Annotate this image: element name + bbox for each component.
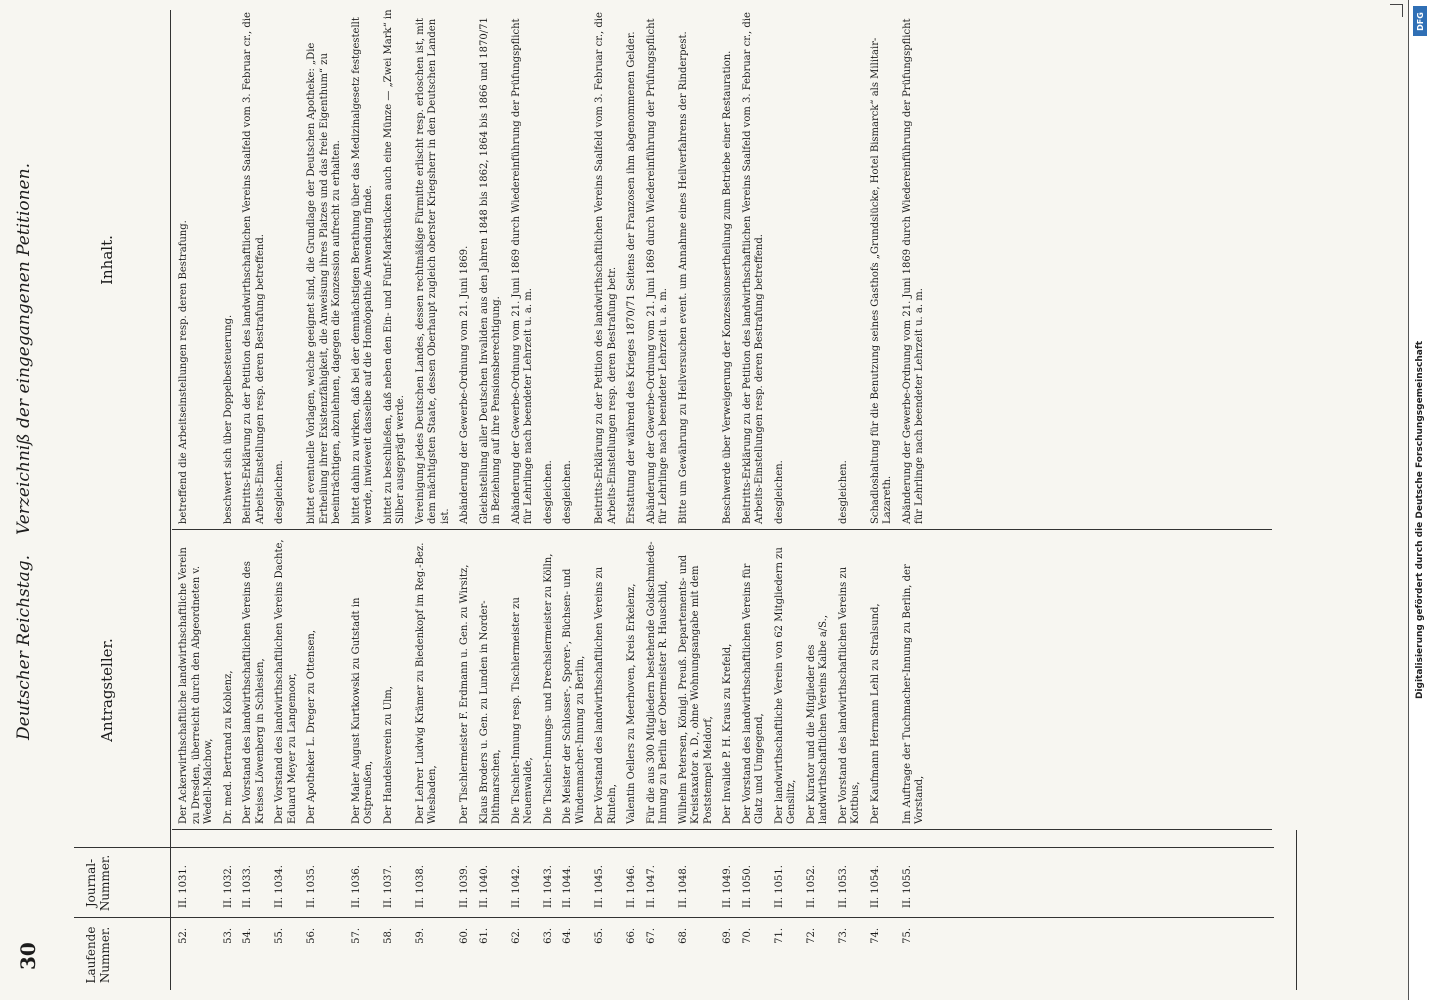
antragsteller-cell: Der Vorstand des landwirthschaftlichen Vereins für Glatz und Umgegend,	[741, 563, 765, 824]
inhalt-cell: desgleichen.	[837, 460, 849, 524]
inhalt-cell: Beitritts-Erklärung zu der Petition des landwirthschaftlichen Vereins Saalfeld vom 3. Februar cr., die Arbeits-Einstellungen resp. deren Bestrafung betreffend.	[242, 12, 266, 524]
antragsteller-cell: Der Lehrer Ludwig Krämer zu Biedenkopf im Reg.-Bez. Wiesbaden,	[414, 542, 438, 824]
inhalt-cell: bittet eventuelle Vorlagen, welche geeignet sind, die Grundlage der Deutschen Apotheke: „Die Ertheilung ihrer Existenzfähigkeit, die Anweisung ihres Platzes und das freie Eigenthum“ zu beeinträchtigen, abzulehnen, dagegen die Konzession aufrecht zu erhalten.	[306, 42, 342, 524]
antragsteller-cell: Der Handelsverein zu Ulm,	[382, 686, 394, 824]
journal-nummer-cell: II. 1044.	[562, 865, 573, 908]
inhalt-cell: bittet zu beschließen, daß neben den Ein- und Fünf-Markstücken auch eine Münze — „Zwei Mark“ in Silber ausgeprägt werde.	[382, 9, 406, 524]
antragsteller-cell: Der Maler August Kurtkowski zu Gutstadt in Ostpreußen,	[350, 597, 374, 824]
antragsteller-cell: Die Tischler-Innung resp. Tischlermeister zu Neuenwalde,	[510, 597, 534, 824]
laufende-nummer-cell: 57.	[350, 928, 362, 944]
header-rule	[170, 10, 171, 990]
inhalt-cell: desgleichen.	[542, 460, 554, 524]
dfg-funding-note: Digitalisierung gefördert durch die Deutsche Forschungsgemeinschaft	[1415, 340, 1425, 700]
column-header-journal: Journal-Nummer.	[84, 854, 112, 912]
journal-nummer-cell: II. 1042.	[510, 865, 522, 908]
laufende-nummer-cell: 53.	[222, 928, 234, 944]
laufende-nummer-cell: 72.	[805, 928, 817, 944]
inhalt-cell: Beitritts-Erklärung zu der Petition des landwirthschaftlichen Vereins Saalfeld vom 3. Februar cr., die Arbeits-Einstellungen resp. deren Bestrafung betr.	[594, 12, 618, 524]
laufende-nummer-cell: 64.	[562, 928, 573, 944]
laufende-nummer-cell: 70.	[741, 928, 753, 944]
journal-nummer-cell: II. 1047.	[645, 865, 657, 908]
journal-nummer-cell: II. 1054.	[869, 865, 881, 908]
page-header	[14, 20, 34, 740]
inhalt-cell: desgleichen.	[773, 460, 785, 524]
column-rule	[172, 829, 1272, 830]
journal-nummer-cell: II. 1032.	[222, 865, 234, 908]
inhalt-cell: Vereinigung jedes Deutschen Landes, dessen rechtmäßige Fürmitte erlischt resp. erloschen ist, mit dem mächtigsten Staate, dessen Oberhaupt zugleich oberster Kriegsherr in den Deutschen Landen ist.	[414, 18, 451, 524]
column-header-laufende: Laufende Nummer.	[84, 926, 112, 984]
header-right: Verzeichniß der eingegangenen Petitionen.	[14, 163, 34, 535]
journal-nummer-cell: II. 1043.	[542, 865, 554, 908]
laufende-nummer-cell: 74.	[869, 928, 881, 944]
inhalt-cell: Erstattung der während des Krieges 1870/71 Seitens der Franzosen ihm abgenommenen Gelder.	[626, 31, 637, 524]
inhalt-cell: betreffend die Arbeitseinstellungen resp. deren Bestrafung.	[178, 220, 189, 524]
column-rule	[74, 917, 1274, 918]
antragsteller-cell: Der Vorstand des landwirthschaftlichen Vereins des Kreises Löwenberg in Schlesien,	[242, 561, 266, 824]
journal-nummer-cell: II. 1045.	[594, 865, 605, 908]
inhalt-cell: Abänderung der Gewerbe-Ordnung vom 21. Juni 1869.	[459, 245, 470, 524]
journal-nummer-cell: II. 1039.	[459, 865, 470, 908]
laufende-nummer-cell: 56.	[306, 928, 317, 944]
antragsteller-cell: Der Kurator und die Mitglieder des landwirthschaftlichen Vereins Kalbe a/S.,	[805, 614, 829, 824]
page-number: 30	[16, 942, 40, 970]
antragsteller-cell: Der Vorstand des landwirthschaftlichen Vereins Dachte, Eduard Meyer zu Langemoor,	[274, 539, 298, 824]
inhalt-cell: Abänderung der Gewerbe-Ordnung vom 21. Juni 1869 durch Wiedereinführung der Prüfungspflicht für Lehrlinge nach beendeter Lehrzeit u. a. m.	[645, 18, 669, 524]
dfg-logo: DFG	[1413, 6, 1427, 36]
antragsteller-cell: Valentin Oellers zu Meerhoven, Kreis Erkelenz,	[626, 583, 637, 824]
laufende-nummer-cell: 66.	[626, 928, 637, 944]
column-rule	[172, 529, 1272, 530]
laufende-nummer-cell: 54.	[242, 928, 253, 944]
antragsteller-cell: Die Meister der Schlosser-, Sporer-, Büchsen- und Windenmacher-Innung zu Berlin,	[562, 568, 586, 824]
antragsteller-cell: Der Kaufmann Hermann Lehl zu Stralsund,	[869, 603, 881, 824]
journal-nummer-cell: II. 1052.	[805, 865, 817, 908]
antragsteller-cell: Der Vorstand des landwirthschaftlichen Vereins zu Kottbus,	[837, 566, 861, 824]
journal-nummer-cell: II. 1038.	[414, 865, 426, 908]
laufende-nummer-cell: 69.	[722, 928, 733, 944]
inhalt-cell: desgleichen.	[562, 460, 573, 524]
antragsteller-cell: Dr. med. Bertrand zu Koblenz,	[222, 670, 234, 824]
laufende-nummer-cell: 71.	[773, 928, 785, 944]
laufende-nummer-cell: 52.	[178, 928, 189, 944]
journal-nummer-cell: II. 1040.	[478, 865, 490, 908]
antragsteller-cell: Der Invalide P. H. Kraus zu Krefeld,	[722, 643, 733, 824]
laufende-nummer-cell: 59.	[414, 928, 426, 944]
laufende-nummer-cell: 65.	[594, 928, 605, 944]
journal-nummer-cell: II. 1046.	[626, 865, 637, 908]
antragsteller-cell: Der Apotheker L. Dreger zu Ottensen,	[306, 630, 317, 824]
laufende-nummer-cell: 63.	[542, 928, 554, 944]
antragsteller-cell: Der Ackerwirthschaftliche landwirthschaftliche Verein zu Dresden, überreicht durch den Abgeordneten v. Wedell-Malchow,	[178, 547, 214, 824]
journal-nummer-cell: II. 1034.	[274, 865, 285, 908]
laufende-nummer-cell: 73.	[837, 928, 849, 944]
inhalt-cell: Bitte um Gewährung zu Heilversuchen event. um Annahme eines Heilverfahrens der Rinderpest.	[677, 31, 689, 524]
antragsteller-cell: Im Auftrage der Tuchmacher-Innung zu Berlin, der Vorstand,	[901, 564, 925, 824]
antragsteller-cell: Die Tischler-Innungs- und Drechslermeister zu Kölln,	[542, 553, 554, 824]
column-header-antragsteller: Antragsteller.	[98, 638, 116, 742]
laufende-nummer-cell: 55.	[274, 928, 285, 944]
inhalt-cell: Abänderung der Gewerbe-Ordnung vom 21. Juni 1869 durch Wiedereinführung der Prüfungspflicht für Lehrlinge nach beendeter Lehrzeit u. a. m.	[901, 18, 925, 524]
column-header-inhalt: Inhalt.	[98, 235, 116, 285]
inhalt-cell: bittet dahin zu wirken, daß bei der demnächstigen Berathung über das Medizinalgesetz festgestellt werde, inwieweit dasselbe auf die Homöopathie Anwendung finde.	[350, 17, 374, 524]
laufende-nummer-cell: 68.	[677, 928, 689, 944]
laufende-nummer-cell: 58.	[382, 928, 394, 944]
journal-nummer-cell: II. 1033.	[242, 865, 253, 908]
laufende-nummer-cell: 60.	[459, 928, 470, 944]
antragsteller-cell: Für die aus 300 Mitgliedern bestehende Goldschmiede-Innung zu Berlin der Obermeister R. Hauschild,	[645, 541, 669, 824]
journal-nummer-cell: II. 1037.	[382, 865, 394, 908]
journal-nummer-cell: II. 1031.	[178, 865, 189, 908]
header-left: Deutscher Reichstag.	[14, 555, 34, 740]
journal-nummer-cell: II. 1053.	[837, 865, 849, 908]
journal-nummer-cell: II. 1049.	[722, 865, 733, 908]
inhalt-cell: Schadloshaltung für die Benutzung seines Gasthofs „Grundslücke, Hotel Bismarck“ als Militair-Lazareth.	[869, 37, 893, 524]
inhalt-cell: Abänderung der Gewerbe-Ordnung vom 21. Juni 1869 durch Wiedereinführung der Prüfungspflicht für Lehrlinge nach beendeter Lehrzeit u. a. m.	[510, 18, 534, 524]
journal-nummer-cell: II. 1050.	[741, 865, 753, 908]
antragsteller-cell: Klaus Broders u. Gen. zu Lunden in Norder-Dithmarschen,	[478, 600, 502, 824]
bottom-rule	[1296, 830, 1297, 990]
journal-nummer-cell: II. 1035.	[306, 865, 317, 908]
journal-nummer-cell: II. 1055.	[901, 865, 913, 908]
inhalt-cell: Beitritts-Erklärung zu der Petition des landwirthschaftlichen Vereins Saalfeld vom 3. Februar cr., die Arbeits-Einstellungen resp. deren Bestrafung betreffend.	[741, 12, 765, 524]
journal-nummer-cell: II. 1051.	[773, 865, 785, 908]
antragsteller-cell: Der landwirthschaftliche Verein von 62 Mitgliedern zu Genslitz,	[773, 547, 797, 824]
journal-nummer-cell: II. 1048.	[677, 865, 689, 908]
journal-nummer-cell: II. 1036.	[350, 865, 362, 908]
laufende-nummer-cell: 75.	[901, 928, 913, 944]
laufende-nummer-cell: 61.	[478, 928, 490, 944]
inhalt-cell: beschwert sich über Doppelbesteuerung.	[222, 314, 234, 524]
inhalt-cell: Beschwerde über Verweigerung der Konzessionsertheilung zum Betriebe einer Restauration.	[722, 50, 733, 524]
antragsteller-cell: Der Vorstand des landwirthschaftlichen Vereins zu Rinteln,	[594, 566, 618, 824]
column-rule	[74, 847, 1274, 848]
inhalt-cell: Gleichstellung aller Deutschen Invaliden aus den Jahren 1848 bis 1862, 1864 bis 1866 und 1870/71 in Beziehung auf ihre Pensionsberechtigung.	[478, 17, 502, 524]
laufende-nummer-cell: 67.	[645, 928, 657, 944]
laufende-nummer-cell: 62.	[510, 928, 522, 944]
inhalt-cell: desgleichen.	[274, 460, 285, 524]
antragsteller-cell: Der Tischlermeister F. Erdmann u. Gen. zu Wirsitz,	[459, 564, 470, 824]
antragsteller-cell: Wilhelm Petersen, Königl. Preuß. Departements- und Kreistaxator a. D., ohne Wohnungsangabe mit dem Poststempel Meldorf,	[677, 554, 714, 824]
